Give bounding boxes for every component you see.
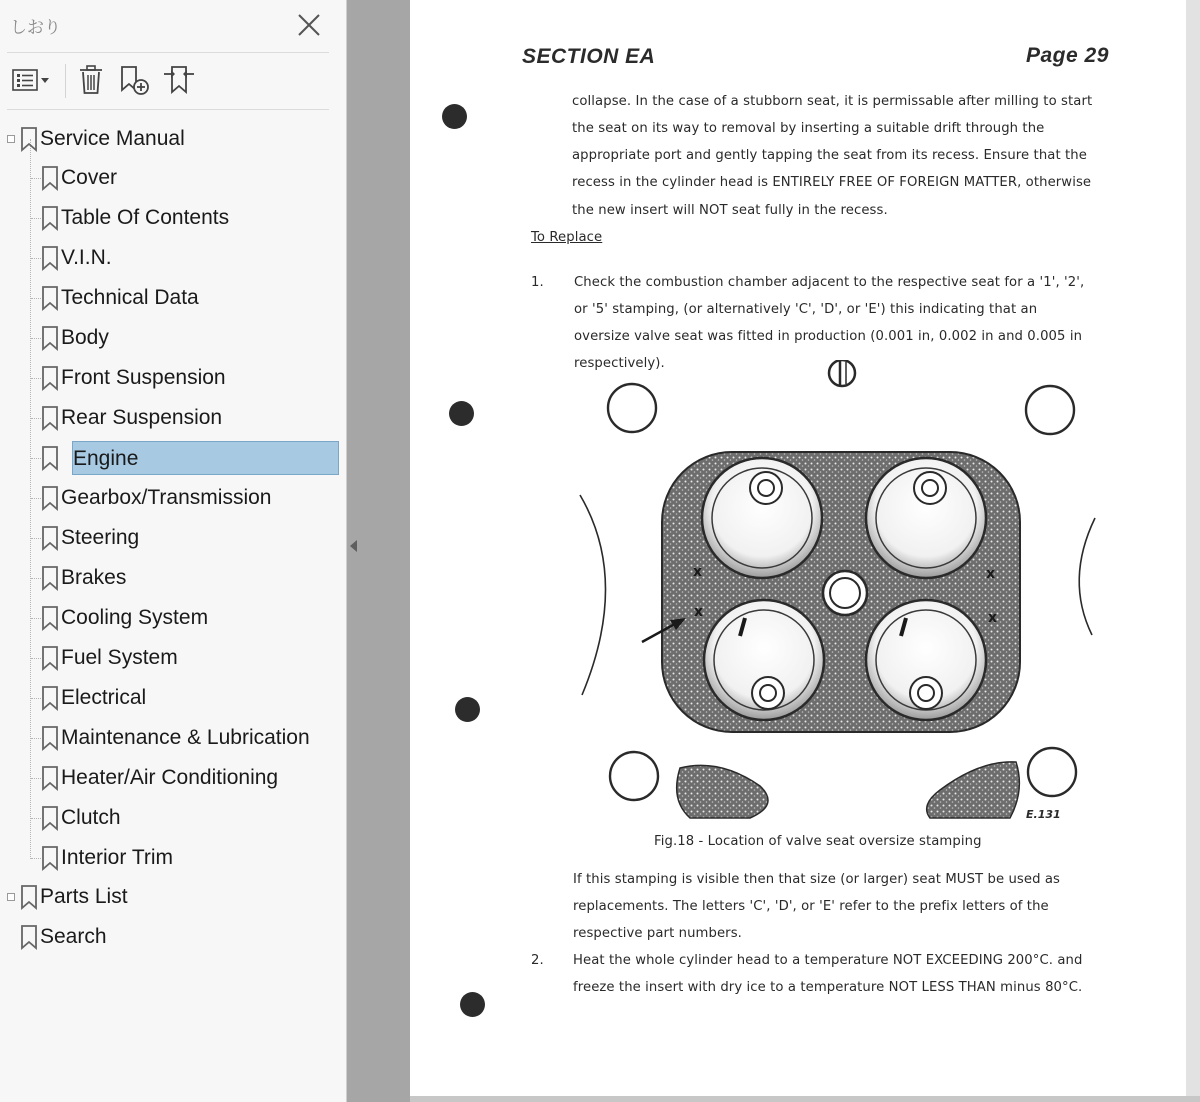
collapse-panel-arrow-icon[interactable]	[350, 540, 357, 552]
bookmarks-toolbar	[8, 62, 328, 100]
bookmark-icon	[41, 445, 59, 471]
bookmark-rear-suspension[interactable]	[41, 401, 228, 435]
bookmark-label: Cooling System	[61, 606, 209, 629]
bookmark-label: Cover	[61, 166, 118, 189]
bookmark-service-manual[interactable]	[20, 122, 191, 156]
bookmark-label: Heater/Air Conditioning	[61, 766, 279, 789]
bookmark-fuel-system[interactable]	[41, 641, 184, 675]
page-number: Page 29	[1026, 44, 1109, 67]
bookmark-maintenance-lubrication[interactable]	[41, 721, 316, 755]
bookmark-front-suspension[interactable]	[41, 361, 232, 395]
options-button[interactable]	[8, 62, 54, 98]
tree-branch	[31, 578, 41, 579]
bookmark-engine[interactable]	[41, 441, 339, 475]
bookmark-icon	[20, 924, 38, 950]
bookmark-icon	[41, 845, 59, 871]
subheading: To Replace	[531, 230, 603, 245]
bookmark-label: Front Suspension	[61, 366, 226, 389]
bookmark-label: Brakes	[61, 566, 127, 589]
bookmark-icon	[41, 765, 59, 791]
svg-text:x: x	[694, 604, 704, 620]
paragraph-line: the new insert will NOT seat fully in the recess.	[572, 203, 888, 218]
bookmark-icon	[41, 365, 59, 391]
bookmark-icon	[41, 525, 59, 551]
punch-hole	[460, 992, 485, 1017]
bookmark-label: Service Manual	[40, 127, 185, 150]
figure-caption: Fig.18 - Location of valve seat oversize stamping	[654, 834, 982, 849]
bookmark-label: Electrical	[61, 686, 147, 709]
tree-branch	[31, 218, 41, 219]
bookmark-label: Search	[40, 925, 107, 948]
tree-branch	[31, 458, 41, 459]
paragraph-line: If this stamping is visible then that size (or larger) seat MUST be used as	[573, 872, 1061, 887]
bookmark-electrical[interactable]	[41, 681, 152, 715]
expand-bookmark-button[interactable]	[160, 62, 198, 98]
bookmark-icon	[20, 126, 38, 152]
bookmark-label: Maintenance & Lubrication	[61, 726, 310, 749]
tree-guide-line	[30, 139, 31, 859]
add-bookmark-icon	[117, 64, 151, 96]
collapse-service-manual-toggle[interactable]	[7, 135, 15, 143]
svg-text:x: x	[693, 564, 703, 580]
bookmark-label: Interior Trim	[61, 846, 174, 869]
tree-branch	[31, 178, 41, 179]
bookmarks-panel	[0, 0, 347, 1102]
close-panel-button[interactable]	[294, 10, 324, 40]
panel-separator	[7, 52, 329, 53]
toolbar-separator	[65, 64, 66, 98]
svg-text:x: x	[988, 610, 998, 626]
bookmark-icon	[41, 405, 59, 431]
bookmark-label: Clutch	[61, 806, 121, 829]
new-bookmark-button[interactable]	[116, 62, 152, 98]
section-heading: SECTION EA	[522, 45, 656, 68]
step-line: Heat the whole cylinder head to a temperature NOT EXCEEDING 200°C. and	[573, 953, 1083, 968]
bookmark-label: Engine	[72, 441, 339, 475]
bookmark-icon	[41, 285, 59, 311]
close-icon	[294, 10, 324, 40]
bookmark-table-of-contents[interactable]	[41, 201, 235, 235]
bookmark-icon	[41, 725, 59, 751]
bookmark-cover[interactable]	[41, 161, 123, 195]
bookmark-icon	[41, 805, 59, 831]
bookmark-label: Parts List	[40, 885, 128, 908]
svg-text:x: x	[986, 566, 996, 582]
bookmark-interior-trim[interactable]	[41, 841, 179, 875]
bookmark-icon	[41, 605, 59, 631]
paragraph-line: respective part numbers.	[573, 926, 742, 941]
bookmark-label: Fuel System	[61, 646, 178, 669]
document-page	[410, 0, 1186, 1096]
step-line: respectively).	[574, 356, 665, 371]
paragraph-line: the seat on its way to removal by inserting a suitable drift through the	[572, 121, 1045, 136]
tree-branch	[31, 778, 41, 779]
expand-bookmark-icon	[161, 64, 197, 96]
horizontal-scrollbar[interactable]	[410, 1096, 1200, 1102]
bookmark-clutch[interactable]	[41, 801, 127, 835]
tree-branch	[31, 258, 41, 259]
paragraph-line: replacements. The letters 'C', 'D', or 'E' refer to the prefix letters of the	[573, 899, 1049, 914]
bookmark-icon	[20, 884, 38, 910]
bookmark-cooling-system[interactable]	[41, 601, 214, 635]
bookmark-body[interactable]	[41, 321, 115, 355]
punch-hole	[455, 697, 480, 722]
bookmark-label: V.I.N.	[61, 246, 112, 269]
paragraph-line: appropriate port and gently tapping the seat from its recess. Ensure that the	[572, 148, 1087, 163]
bookmark-icon	[41, 325, 59, 351]
bookmark-icon	[41, 245, 59, 271]
bookmark-label: Technical Data	[61, 286, 199, 309]
step-line: or '5' stamping, (or alternatively 'C', 'D', or 'E') this indicating that an	[574, 302, 1038, 317]
step-line: Check the combustion chamber adjacent to the respective seat for a '1', '2',	[574, 275, 1085, 290]
tree-branch	[31, 338, 41, 339]
cylinder-head-figure	[570, 360, 1130, 830]
punch-hole	[442, 104, 467, 129]
bookmark-technical-data[interactable]	[41, 281, 205, 315]
panel-splitter[interactable]	[347, 0, 410, 1102]
punch-hole	[449, 401, 474, 426]
tree-branch	[31, 858, 41, 859]
bookmark-label: Body	[61, 326, 109, 349]
tree-branch	[31, 618, 41, 619]
panel-title: しおり	[10, 18, 61, 38]
bookmark-brakes[interactable]	[41, 561, 132, 595]
bookmark-icon	[41, 205, 59, 231]
paragraph-line: recess in the cylinder head is ENTIRELY FREE OF FOREIGN MATTER, otherwise	[572, 175, 1092, 190]
bookmark-label: Steering	[61, 526, 140, 549]
vertical-scrollbar[interactable]	[1186, 0, 1200, 1102]
bookmark-icon	[41, 645, 59, 671]
tree-branch	[31, 658, 41, 659]
figure-reference: E.131	[1026, 808, 1061, 821]
list-options-icon	[9, 65, 53, 95]
delete-bookmark-button[interactable]	[74, 62, 108, 98]
step-number: 1.	[531, 275, 544, 290]
tree-branch	[31, 298, 41, 299]
bookmark-icon	[41, 685, 59, 711]
bookmark-icon	[41, 165, 59, 191]
step-line: oversize valve seat was fitted in production (0.001 in, 0.002 in and 0.005 in	[574, 329, 1083, 344]
tree-branch	[31, 818, 41, 819]
bookmark-icon	[41, 565, 59, 591]
bookmark-gearbox-transmission[interactable]	[41, 481, 277, 515]
bookmark-label: Gearbox/Transmission	[61, 486, 272, 509]
expand-parts-list-toggle[interactable]	[7, 893, 15, 901]
tree-branch	[31, 698, 41, 699]
step-line: freeze the insert with dry ice to a temperature NOT LESS THAN minus 80°C.	[573, 980, 1083, 995]
bookmark-heater-air-conditioning[interactable]	[41, 761, 284, 795]
bookmark-label: Table Of Contents	[61, 206, 230, 229]
paragraph-line: collapse. In the case of a stubborn seat, it is permissable after milling to start	[572, 94, 1093, 109]
bookmark-search[interactable]	[20, 920, 113, 954]
tree-branch	[31, 418, 41, 419]
tree-branch	[31, 378, 41, 379]
toolbar-bottom-separator	[7, 109, 329, 110]
trash-icon	[76, 64, 106, 96]
bookmark-steering[interactable]	[41, 521, 145, 555]
tree-branch	[31, 498, 41, 499]
bookmark-icon	[41, 485, 59, 511]
bookmark-parts-list[interactable]	[20, 880, 134, 914]
tree-branch	[31, 738, 41, 739]
step-number: 2.	[531, 953, 544, 968]
tree-branch	[31, 538, 41, 539]
bookmark-vin[interactable]	[41, 241, 118, 275]
bookmark-label: Rear Suspension	[61, 406, 223, 429]
